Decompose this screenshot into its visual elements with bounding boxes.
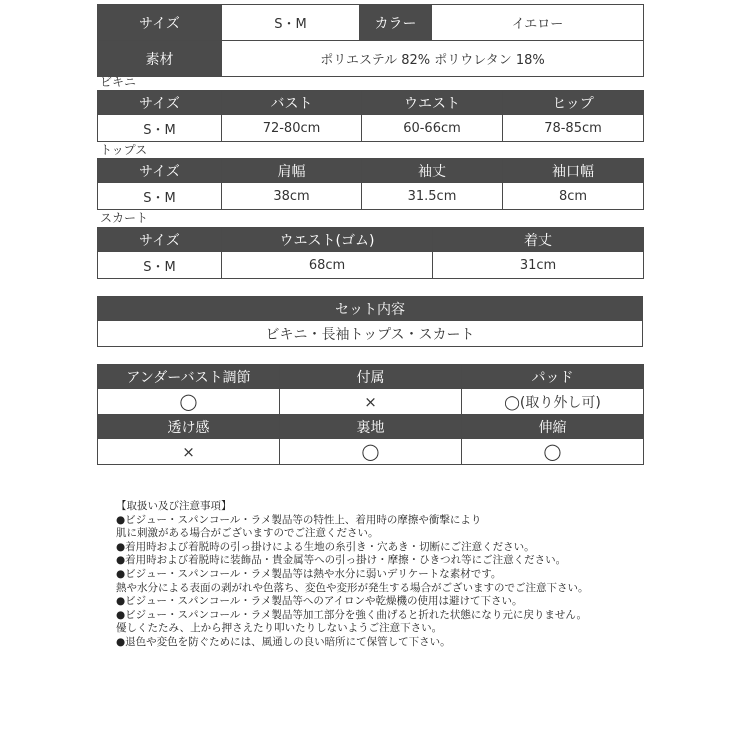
features-table: [97, 364, 644, 465]
bikini-header-size: サイズ: [98, 91, 222, 115]
feature-value-lining: ◯: [280, 439, 462, 465]
bikini-size-table: [97, 90, 644, 142]
set-contents-table: [97, 296, 643, 347]
skirt-value-waist: 68cm: [222, 252, 433, 279]
skirt-value-size: S・M: [98, 252, 222, 279]
care-note-line: ●着用時および着脱時に装飾品・貴金属等への引っ掛け・摩擦・ひきつれ等にご注意ください。: [116, 554, 567, 567]
feature-header-stretch: 伸縮: [462, 415, 644, 439]
feature-header-underbust: アンダーバスト調節: [98, 365, 280, 389]
care-notes-heading: 【取扱い及び注意事項】: [116, 500, 232, 512]
set-contents-value: ビキニ・長袖トップス・スカート: [98, 321, 643, 347]
tops-header-shoulder: 肩幅: [222, 159, 362, 183]
care-note-line: ●ビジュー・スパンコール・ラメ製品等は熱や水分に弱いデリケートな素材です。: [116, 567, 502, 580]
feature-value-pad: ◯(取り外し可): [462, 389, 644, 415]
bikini-header-hip: ヒップ: [503, 91, 644, 115]
feature-header-sheerness: 透け感: [98, 415, 280, 439]
spec-table: [97, 4, 644, 77]
material-value: ポリエステル 82% ポリウレタン 18%: [222, 41, 644, 77]
tops-value-cuff: 8cm: [503, 183, 644, 210]
tops-value-shoulder: 38cm: [222, 183, 362, 210]
care-note-line: ●退色や変色を防ぐためには、風通しの良い暗所にて保管して下さい。: [116, 635, 451, 648]
bikini-value-size: S・M: [98, 115, 222, 142]
set-contents-header: セット内容: [98, 297, 643, 321]
bikini-header-waist: ウエスト: [362, 91, 503, 115]
feature-header-pad: パッド: [462, 365, 644, 389]
skirt-value-length: 31cm: [433, 252, 644, 279]
bikini-value-bust: 72-80cm: [222, 115, 362, 142]
bikini-value-hip: 78-85cm: [503, 115, 644, 142]
color-label: カラー: [360, 5, 432, 41]
care-note-line: ●ビジュー・スパンコール・ラメ製品等の特性上、着用時の摩擦や衝撃により: [116, 513, 482, 526]
tops-value-sleeve: 31.5cm: [362, 183, 503, 210]
care-note-line: 熱や水分による表面の剥がれや色落ち、変色や変形が発生する場合がございますのでご注意下さい。: [116, 581, 589, 594]
care-notes: [116, 500, 636, 650]
tops-section-title: トップス: [100, 143, 148, 157]
feature-value-stretch: ◯: [462, 439, 644, 465]
material-label: 素材: [98, 41, 222, 77]
skirt-header-length: 着丈: [433, 228, 644, 252]
feature-header-accessory: 付属: [280, 365, 462, 389]
feature-value-accessory: ×: [280, 389, 462, 415]
care-note-line: ●ビジュー・スパンコール・ラメ製品等へのアイロンや乾燥機の使用は避けて下さい。: [116, 595, 523, 608]
tops-header-sleeve: 袖丈: [362, 159, 503, 183]
tops-header-cuff: 袖口幅: [503, 159, 644, 183]
skirt-header-size: サイズ: [98, 228, 222, 252]
skirt-section-title: スカート: [100, 211, 149, 225]
skirt-size-table: [97, 227, 644, 279]
size-label: サイズ: [98, 5, 222, 41]
care-note-line: ●着用時および着脱時の引っ掛けによる生地の糸引き・穴あき・切断にご注意ください。: [116, 540, 535, 553]
tops-value-size: S・M: [98, 183, 222, 210]
size-value: S・M: [222, 5, 360, 41]
skirt-header-waist: ウエスト(ゴム): [222, 228, 433, 252]
tops-size-table: [97, 158, 644, 210]
tops-header-size: サイズ: [98, 159, 222, 183]
bikini-header-bust: バスト: [222, 91, 362, 115]
care-note-line: 肌に刺激がある場合がございますのでご注意ください。: [116, 527, 379, 540]
care-note-line: 優しくたたみ、上から押さえたり叩いたりしないようご注意下さい。: [116, 622, 443, 635]
color-value: イエロー: [432, 5, 644, 41]
care-note-line: ●ビジュー・スパンコール・ラメ製品等加工部分を強く曲げると折れた状態になり元に戻りません。: [116, 608, 588, 621]
feature-value-underbust: ◯: [98, 389, 280, 415]
feature-header-lining: 裏地: [280, 415, 462, 439]
bikini-value-waist: 60-66cm: [362, 115, 503, 142]
bikini-section-title: ビキニ: [100, 75, 137, 89]
feature-value-sheerness: ×: [98, 439, 280, 465]
